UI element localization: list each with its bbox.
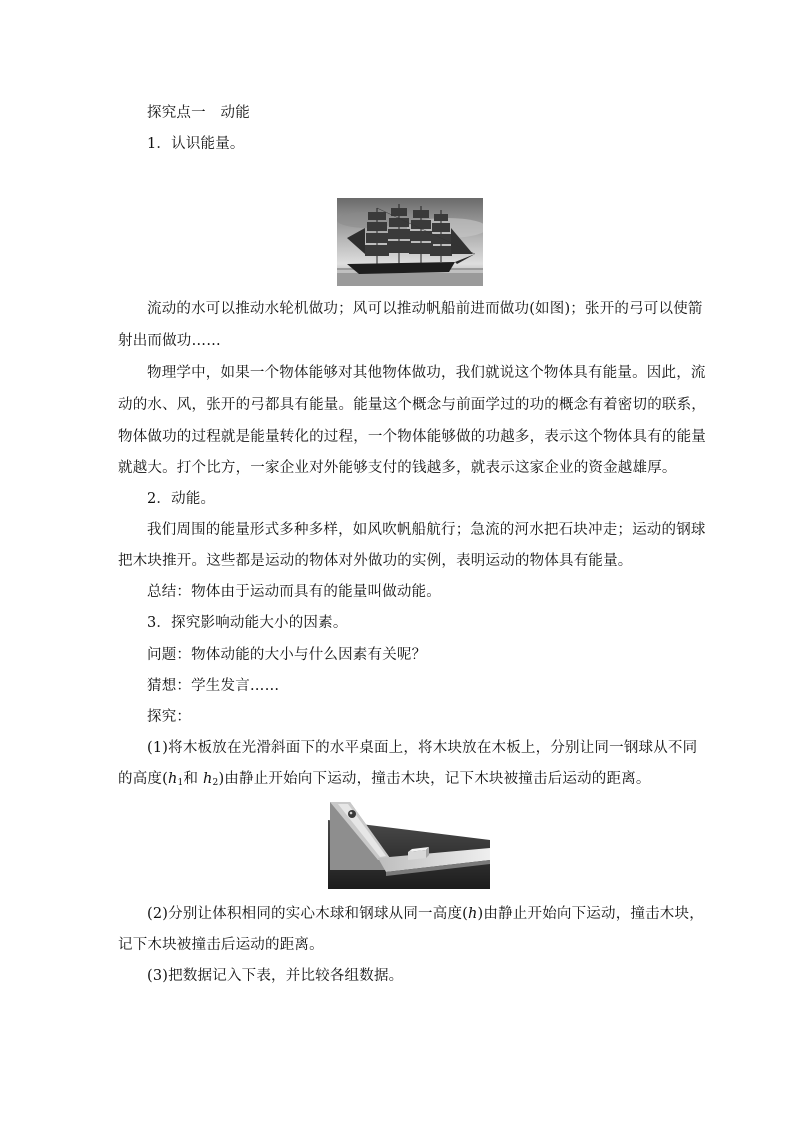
- para-3-line-1: 我们周围的能量形式多种多样，如风吹帆船航行；急流的河水把石块冲走；运动的钢球: [147, 522, 706, 538]
- para-2-line-1: 物理学中，如果一个物体能够对其他物体做功，我们就说这个物体具有能量。因此，流: [147, 365, 706, 381]
- section-heading: 探究点一 动能: [147, 105, 250, 121]
- para-1-line-1: 流动的水可以推动水轮机做功；风可以推动帆船前进而做功(如图)；张开的弓可以使箭: [147, 301, 703, 317]
- sailing-ship-icon: [337, 198, 483, 286]
- summary: 总结：物体由于运动而具有的能量叫做动能。: [147, 584, 441, 600]
- para-2-line-3: 物体做功的过程就是能量转化的过程，一个物体能够做的功越多，表示这个物体具有的能量: [118, 429, 706, 445]
- sailing-ship-photo: [337, 198, 483, 286]
- para-3-line-2: 把木块推开。这些都是运动的物体对外做功的实例，表明运动的物体具有能量。: [118, 553, 633, 569]
- para-2-line-4: 就越大。打个比方，一家企业对外能够支付的钱越多，就表示这家企业的资金越雄厚。: [118, 460, 677, 476]
- incline-experiment-icon: [328, 800, 490, 889]
- incline-experiment-photo: [328, 800, 490, 889]
- step-1-line-1: (1)将木板放在光滑斜面下的水平桌面上，将木块放在木板上，分别让同一钢球从不同: [147, 740, 698, 756]
- explore-label: 探究：: [147, 709, 192, 725]
- step-3: (3)把数据记入下表，并比较各组数据。: [147, 968, 404, 984]
- item-2-title: 2．动能。: [147, 491, 216, 507]
- item-1-title: 1．认识能量。: [147, 136, 245, 152]
- para-2-line-2: 动的水、风，张开的弓都具有能量。能量这个概念与前面学过的功的概念有着密切的联系，: [118, 397, 706, 413]
- guess: 猜想：学生发言……: [147, 678, 280, 694]
- step-1-line-2: 的高度($h_1$和 $h_2$)由静止开始向下运动，撞击木块，记下木块被撞击后运动的距离。: [118, 771, 651, 788]
- item-3-title: 3．探究影响动能大小的因素。: [147, 615, 348, 631]
- question: 问题：物体动能的大小与什么因素有关呢？: [147, 647, 427, 663]
- step-2-line-1: (2)分别让体积相同的实心木球和钢球从同一高度(h)由静止开始向下运动，撞击木块，: [147, 906, 704, 922]
- step-2-line-2: 记下木块被撞击后运动的距离。: [118, 937, 324, 953]
- para-1-line-2: 射出而做功……: [118, 333, 221, 349]
